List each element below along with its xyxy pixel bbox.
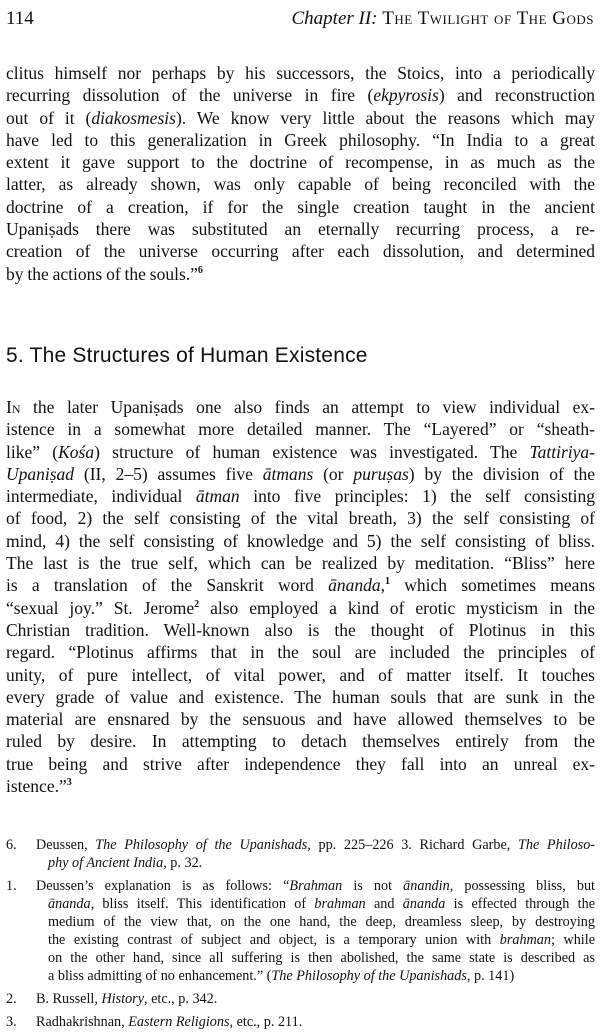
footnote-number: 2. (6, 991, 17, 1007)
footnote-line: ānanda, bliss itself. This identification of brahman and ānanda is effected through the (48, 896, 595, 912)
footnote-line: a bliss admitting of no enhancement.” (The Philosophy of the Upanishads, p. 141) (48, 968, 515, 984)
running-head (292, 4, 595, 34)
text-line: The last is the true self, which can be realized by meditation. “Bliss” here (6, 553, 595, 574)
text-line: istence.”$^3$ (6, 776, 72, 797)
footnote (6, 1013, 595, 1031)
text-line: ruled by desire. In attempting to detach themselves entirely from the (6, 731, 595, 752)
footnote-number: 3. (6, 1014, 17, 1030)
text-line: extent it gave support to the doctrine of recompense, in as much as the (6, 152, 595, 173)
text-line: by the actions of the souls.”$^6$ (6, 263, 203, 284)
text-line: out of it (diakosmesis). We know very little about the reasons which may (6, 107, 595, 128)
footnote-marker: 2 (194, 598, 200, 610)
text-line: have led to this generalization in Greek philosophy. “In India to a great (6, 129, 595, 150)
running-head-title: The Twilight of The Gods (382, 8, 594, 29)
text-line: clitus himself nor perhaps by his successors, the Stoics, into a periodically (6, 63, 595, 83)
text-line: recurring dissolution of the universe in fire (ekpyrosis) and reconstruction (6, 85, 595, 106)
footnote-number: 1. (6, 878, 17, 894)
footnote-marker: 3 (66, 777, 72, 789)
text-line: doctrine of a creation, if for the single creation taught in the ancient (6, 196, 595, 217)
footnote (6, 990, 595, 1008)
footnote-marker: 6 (197, 264, 203, 276)
footnote-marker: 1 (385, 576, 391, 588)
footnote-line: medium of the view that, on the one hand, the deep, dreamless sleep, by destroying (48, 914, 595, 930)
text-line: istence in a somewhat more detailed manner. The “Layered” or “sheath- (6, 419, 595, 440)
text-line: Upaniṣad (II, 2–5) assumes five ātmans (or puruṣas) by the division of the (6, 463, 596, 484)
text-line: creation of the universe occurring after each dissolution, and determined (6, 241, 595, 262)
text-line: Upaniṣads there was substituted an eternally recurring process, a re- (6, 219, 595, 240)
section-heading: 5. The Structures of Human Existence (6, 344, 368, 367)
footnote-line: Deussen’s explanation is as follows: “Brahman is not ānandin, possessing bliss, but (36, 878, 595, 894)
footnote-line: B. Russell, History, etc., p. 342. (36, 991, 218, 1007)
footnote-number: 6. (6, 837, 17, 853)
text-line: In the later Upaniṣads one also finds an attempt to view individual ex- (6, 397, 595, 417)
running-head-chapter: Chapter II: (291, 8, 378, 29)
text-line: every grade of value and existence. The human souls that are sunk in the (6, 686, 595, 707)
footnote-line: Deussen, The Philosophy of the Upanishads, pp. 225–226 3. Richard Garbe, The Philoso- (36, 837, 596, 853)
text-line: material are ensnared by the sensuous and have allowed themselves to be (6, 709, 595, 730)
page-number: 114 (6, 8, 34, 29)
text-line: regard. “Plotinus affirms that in the soul are included the principles of (6, 642, 595, 663)
footnote-line: the existing contrast of subject and object, is a temporary union with brahman; while (48, 932, 595, 948)
footnotes (6, 836, 595, 1036)
text-line: is a translation of the Sanskrit word ānanda,$^1$ which sometimes means (6, 575, 595, 596)
text-line: intermediate, individual ātman into five principles: 1) the self consisting (6, 486, 595, 507)
text-line: “sexual joy.” St. Jerome$^2$ also employed a kind of erotic mysticism in the (6, 597, 595, 618)
text-line: of food, 2) the self consisting of the vital breath, 3) the self consisting of (6, 508, 595, 529)
footnote (6, 877, 595, 985)
footnote-line: phy of Ancient India, p. 32. (48, 855, 203, 871)
paragraph-structures-of-existence (6, 396, 595, 797)
footnote-line: Radhakrishnan, Eastern Religions, etc., p. 211. (36, 1014, 303, 1030)
text-line: true being and strive after independence they fall into an unreal ex- (6, 753, 595, 774)
text-line: latter, as already shown, was only capable of being reconciled with the (6, 174, 595, 195)
text-line: mind, 4) the self consisting of knowledge and 5) the self consisting of bliss. (6, 530, 595, 551)
footnote-line: on the other hand, since all suffering is then abolished, the same state is described as (48, 950, 595, 966)
text-line: unity, of pure intellect, of vital power, and of matter itself. It touches (6, 664, 595, 685)
paragraph-cosmic-cycles (6, 62, 595, 285)
footnote (6, 836, 595, 872)
page-header (6, 4, 594, 34)
text-line: like” (Kośa) structure of human existence was investigated. The Tattiriya- (6, 441, 595, 462)
text-line: Christian tradition. Well-known also is the thought of Plotinus in this (6, 619, 595, 640)
